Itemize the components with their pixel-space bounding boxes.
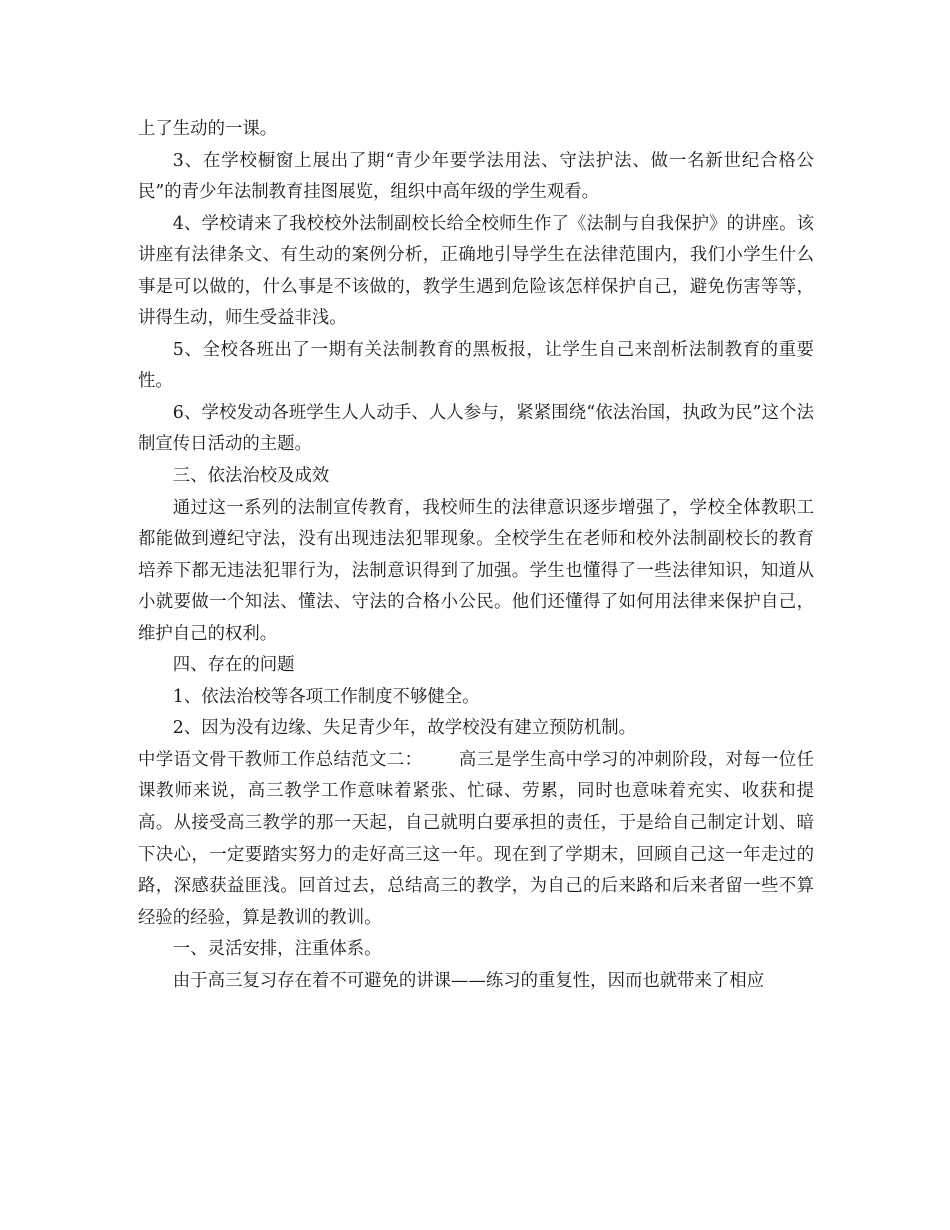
- paragraph-problem-1: 1、依法治校等各项工作制度不够健全。: [172, 686, 480, 707]
- paragraph-problem-2: 2、因为没有边缘、失足青少年，故学校没有建立预防机制。: [172, 718, 637, 739]
- section-heading-results: 三、依法治校及成效: [172, 466, 330, 487]
- paragraph-lesson-end: 上了生动的一课。: [138, 119, 278, 139]
- section-heading-flexible-arrangement: 一、灵活安排，注重体系。: [172, 939, 382, 960]
- paragraph-summary-two: [138, 745, 814, 934]
- paragraph-review-repetition: 由于高三复习存在着不可避免的讲课——练习的重复性，因而也就带来了相应: [172, 970, 765, 991]
- paragraph-results: 通过这一系列的法制宣传教育，我校师生的法律意识逐步增强了，学校全体教职工都能做到遵纪守法，没有出现违法犯罪现象。全校学生在老师和校外法制副校长的教育培养下都无违法犯罪行为，法制意识得到了加强。学生也懂得了一些法律知识，知道从小就要做一个知法、懂法、守法的合格小公民。他们还懂得了如何用法律来保护自己，维护自己的权利。: [138, 497, 814, 644]
- summary-two-title: 中学语文骨干教师工作总结范文二：: [138, 749, 423, 770]
- paragraph-item-6-participation: 6、学校发动各班学生人人动手、人人参与，紧紧围绕“依法治国，执政为民”这个法制宣传日活动的主题。: [138, 402, 814, 455]
- summary-two-body: 高三是学生高中学习的冲刺阶段，对每一位任课教师来说，高三教学工作意味着紧张、忙碌、劳累，同时也意味着充实、收获和提高。从接受高三教学的那一天起，自己就明白要承担的责任，于是给自己制定计划、暗下决心，一定要踏实努力的走好高三这一年。现在到了学期末，回顾自己这一年走过的路，深感获益匪浅。回首过去，总结高三的教学，为自己的后来路和后来者留一些不算经验的经验，算是教训的教训。: [138, 749, 814, 928]
- document-body: [138, 114, 814, 997]
- paragraph-item-5-blackboard: 5、全校各班出了一期有关法制教育的黑板报，让学生自己来剖析法制教育的重要性。: [138, 339, 814, 392]
- section-heading-problems: 四、存在的问题: [172, 655, 295, 676]
- paragraph-item-3-exhibition: 3、在学校橱窗上展出了期“青少年要学法用法、守法护法、做一名新世纪合格公民”的青少年法制教育挂图展览，组织中高年级的学生观看。: [138, 150, 814, 203]
- paragraph-item-4-lecture: 4、学校请来了我校校外法制副校长给全校师生作了《法制与自我保护》的讲座。该讲座有法律条文、有生动的案例分析，正确地引导学生在法律范围内，我们小学生什么事是可以做的，什么事是不该做的，教学生遇到危险该怎样保护自己，避免伤害等等，讲得生动，师生受益非浅。: [138, 213, 814, 329]
